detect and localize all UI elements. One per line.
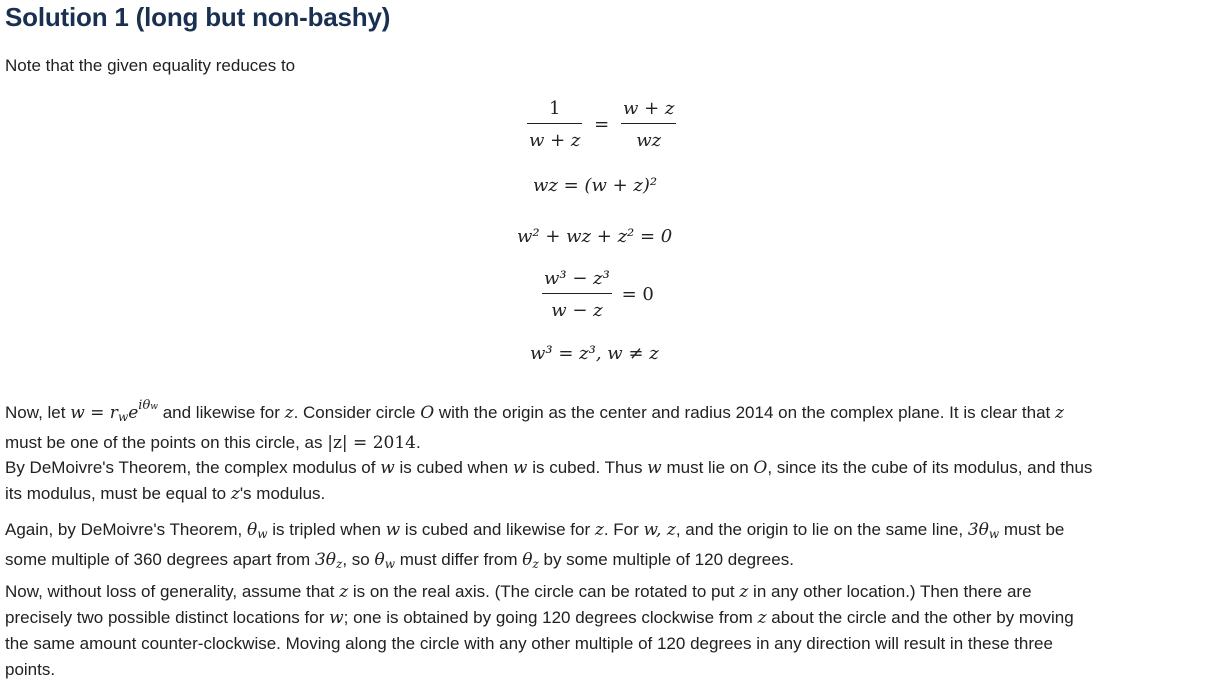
p2-text-e: , since its the cube of its modulus, and thus: [767, 458, 1093, 477]
p1-text-d: with the origin as the center and radius 2014 on the complex plane. It is clear that: [434, 403, 1055, 422]
paragraph-1: [5, 393, 1205, 456]
theta-w-sub: w: [257, 527, 268, 541]
p4-text-g: the same amount counter-clockwise. Moving along the circle with any other multiple of 120 degrees in any direction will result in these three: [5, 634, 1053, 653]
z-var: z: [1055, 403, 1064, 423]
w-def-exp-sub: w: [150, 402, 158, 412]
three-theta-z: [315, 550, 342, 570]
theta-z-sub: z: [532, 557, 539, 571]
w-z-pair: w, z: [643, 520, 676, 540]
p3-text-i: must differ from: [394, 550, 523, 569]
p3-text-d: . For: [603, 520, 644, 539]
circle-O: O: [753, 458, 768, 478]
eq4-rhs: = 0: [621, 283, 654, 305]
z-var: z: [594, 520, 604, 540]
p2-text-b: is cubed when: [394, 458, 513, 477]
eq4-denominator: w − z: [542, 293, 612, 321]
three-theta-w-symbol: 3θ: [967, 520, 989, 540]
p2-text-a: By DeMoivre's Theorem, the complex modulus of: [5, 458, 381, 477]
w-var: w: [385, 520, 401, 540]
theta-w-symbol: θ: [374, 550, 385, 570]
w-def-r: w = r: [70, 403, 118, 423]
equation-2: wz = (w + z)²: [533, 175, 658, 196]
three-theta-z-sub: z: [336, 557, 343, 571]
p4-text-d: precisely two possible distinct locations for: [5, 608, 330, 627]
eq1-right-denominator: wz: [621, 123, 676, 151]
p3-text-e: , and the origin to lie on the same line,: [675, 520, 968, 539]
three-theta-w-sub: w: [988, 527, 1000, 541]
p1-text-a: Now, let: [5, 403, 71, 422]
p4-text-c: in any other location.) Then there are: [748, 582, 1032, 601]
p3-text-j: by some multiple of 120 degrees.: [538, 550, 794, 569]
equation-3: w² + wz + z² = 0: [517, 226, 673, 247]
abs-z: |z| = 2014: [327, 433, 416, 453]
p2-text-g: 's modulus.: [239, 484, 326, 503]
three-theta-z-symbol: 3θ: [314, 550, 336, 570]
theta-w: [374, 550, 395, 570]
p3-text-c: is cubed and likewise for: [400, 520, 595, 539]
section-heading: Solution 1 (long but non-bashy): [5, 2, 391, 32]
z-var: z: [339, 582, 349, 602]
w-def-e: e: [128, 403, 139, 423]
z-var: z: [284, 403, 294, 423]
w-var: w: [380, 458, 395, 478]
p2-text-d: must lie on: [661, 458, 754, 477]
intro-text: Note that the given equality reduces to: [5, 56, 296, 75]
p3-text-g: some multiple of 360 degrees apart from: [5, 550, 315, 569]
w-var: w: [647, 458, 662, 478]
three-theta-w: [968, 520, 999, 540]
z-var: z: [739, 582, 749, 602]
theta-z-symbol: θ: [522, 550, 533, 570]
equation-5: w³ = z³, w ≠ z: [530, 343, 659, 364]
w-def-exp-text: iθ: [138, 398, 151, 413]
eq1-right-numerator: w + z: [622, 98, 675, 119]
p4-text-a: Now, without loss of generality, assume that: [5, 582, 340, 601]
w-def-exp: [138, 398, 158, 413]
eq1-equals: =: [594, 113, 610, 135]
p2-text-c: is cubed. Thus: [527, 458, 648, 477]
theta-z: [522, 550, 539, 570]
p4-text-f: about the circle and the other by moving: [766, 608, 1074, 627]
p1-text-e: must be one of the points on this circle, as: [5, 433, 328, 452]
theta-w: [247, 520, 268, 540]
paragraph-2: [5, 455, 1205, 507]
p3-text-b: is tripled when: [267, 520, 386, 539]
theta-w-sub: w: [384, 557, 395, 571]
p3-text-h: , so: [342, 550, 375, 569]
eq4-numerator: w³ − z³: [544, 268, 610, 289]
z-var: z: [757, 608, 767, 628]
paragraph-4: [5, 579, 1205, 683]
p4-text-h: points.: [5, 660, 56, 679]
w-definition: [70, 398, 158, 424]
paragraph-3: [5, 517, 1205, 577]
p3-text-a: Again, by DeMoivre's Theorem,: [5, 520, 247, 539]
circle-O: O: [420, 403, 435, 423]
w-def-sub: w: [117, 410, 129, 424]
p3-text-f: must be: [999, 520, 1065, 539]
theta-w-symbol: θ: [246, 520, 258, 540]
eq1-denominator: w + z: [527, 123, 582, 151]
p4-text-e: ; one is obtained by going 120 degrees clockwise from: [343, 608, 758, 627]
p1-text-b: and likewise for: [157, 403, 285, 422]
p2-text-f: its modulus, must be equal to: [5, 484, 231, 503]
z-var: z: [230, 484, 240, 504]
equation-4: [542, 268, 654, 321]
p1-text-c: . Consider circle: [293, 403, 421, 422]
eq1-numerator: 1: [548, 98, 561, 119]
w-var: w: [329, 608, 344, 628]
equation-1: [527, 98, 676, 151]
p1-text-f: .: [415, 433, 421, 452]
w-var: w: [512, 458, 528, 478]
p4-text-b: is on the real axis. (The circle can be rotated to put: [348, 582, 740, 601]
